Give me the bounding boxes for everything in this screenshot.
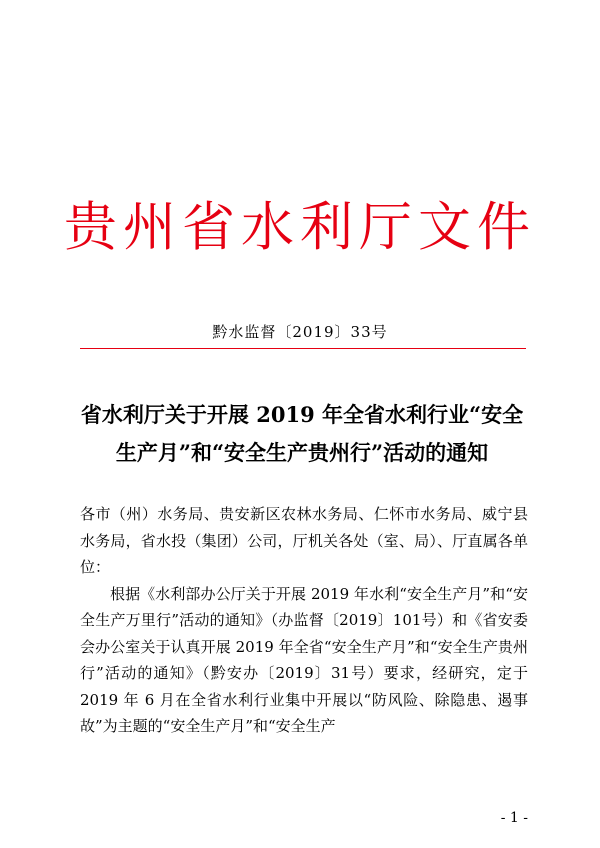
document-number: 黔水监督〔2019〕33号: [212, 323, 388, 341]
masthead-title: 贵州省水利厅文件: [64, 197, 536, 258]
page-number: - 1 -: [500, 810, 528, 826]
notice-title: [72, 396, 532, 472]
red-divider-line: [80, 348, 526, 349]
notice-title-line-1: 省水利厅关于开展 2019 年全省水利行业“安全: [80, 402, 524, 427]
addressees: 各市（州）水务局、贵安新区农林水务局、仁怀市水务局、威宁县水务局，省水投（集团）公司，厅机关各处（室、局）、厅直属各单位：: [80, 505, 528, 576]
body-text: [80, 501, 528, 740]
body-paragraph-1: 根据《水利部办公厅关于开展 2019 年水利“安全生产月”和“安全生产万里行”活动的通知》（办监督〔2019〕101号）和《省安委会办公室关于认真开展 2019 年全省“安全生产月”和“安全生产贵州行”活动的通知》（黔安办〔2019〕31号）要求，经研究，定于 2019 年 6 月在全省水利行业集中开展以“防风险、除隐患、遏事故”为主题的“安全生产月”和“安全生产: [80, 584, 528, 735]
notice-title-line-2: 生产月”和“安全生产贵州行”活动的通知: [115, 440, 489, 465]
